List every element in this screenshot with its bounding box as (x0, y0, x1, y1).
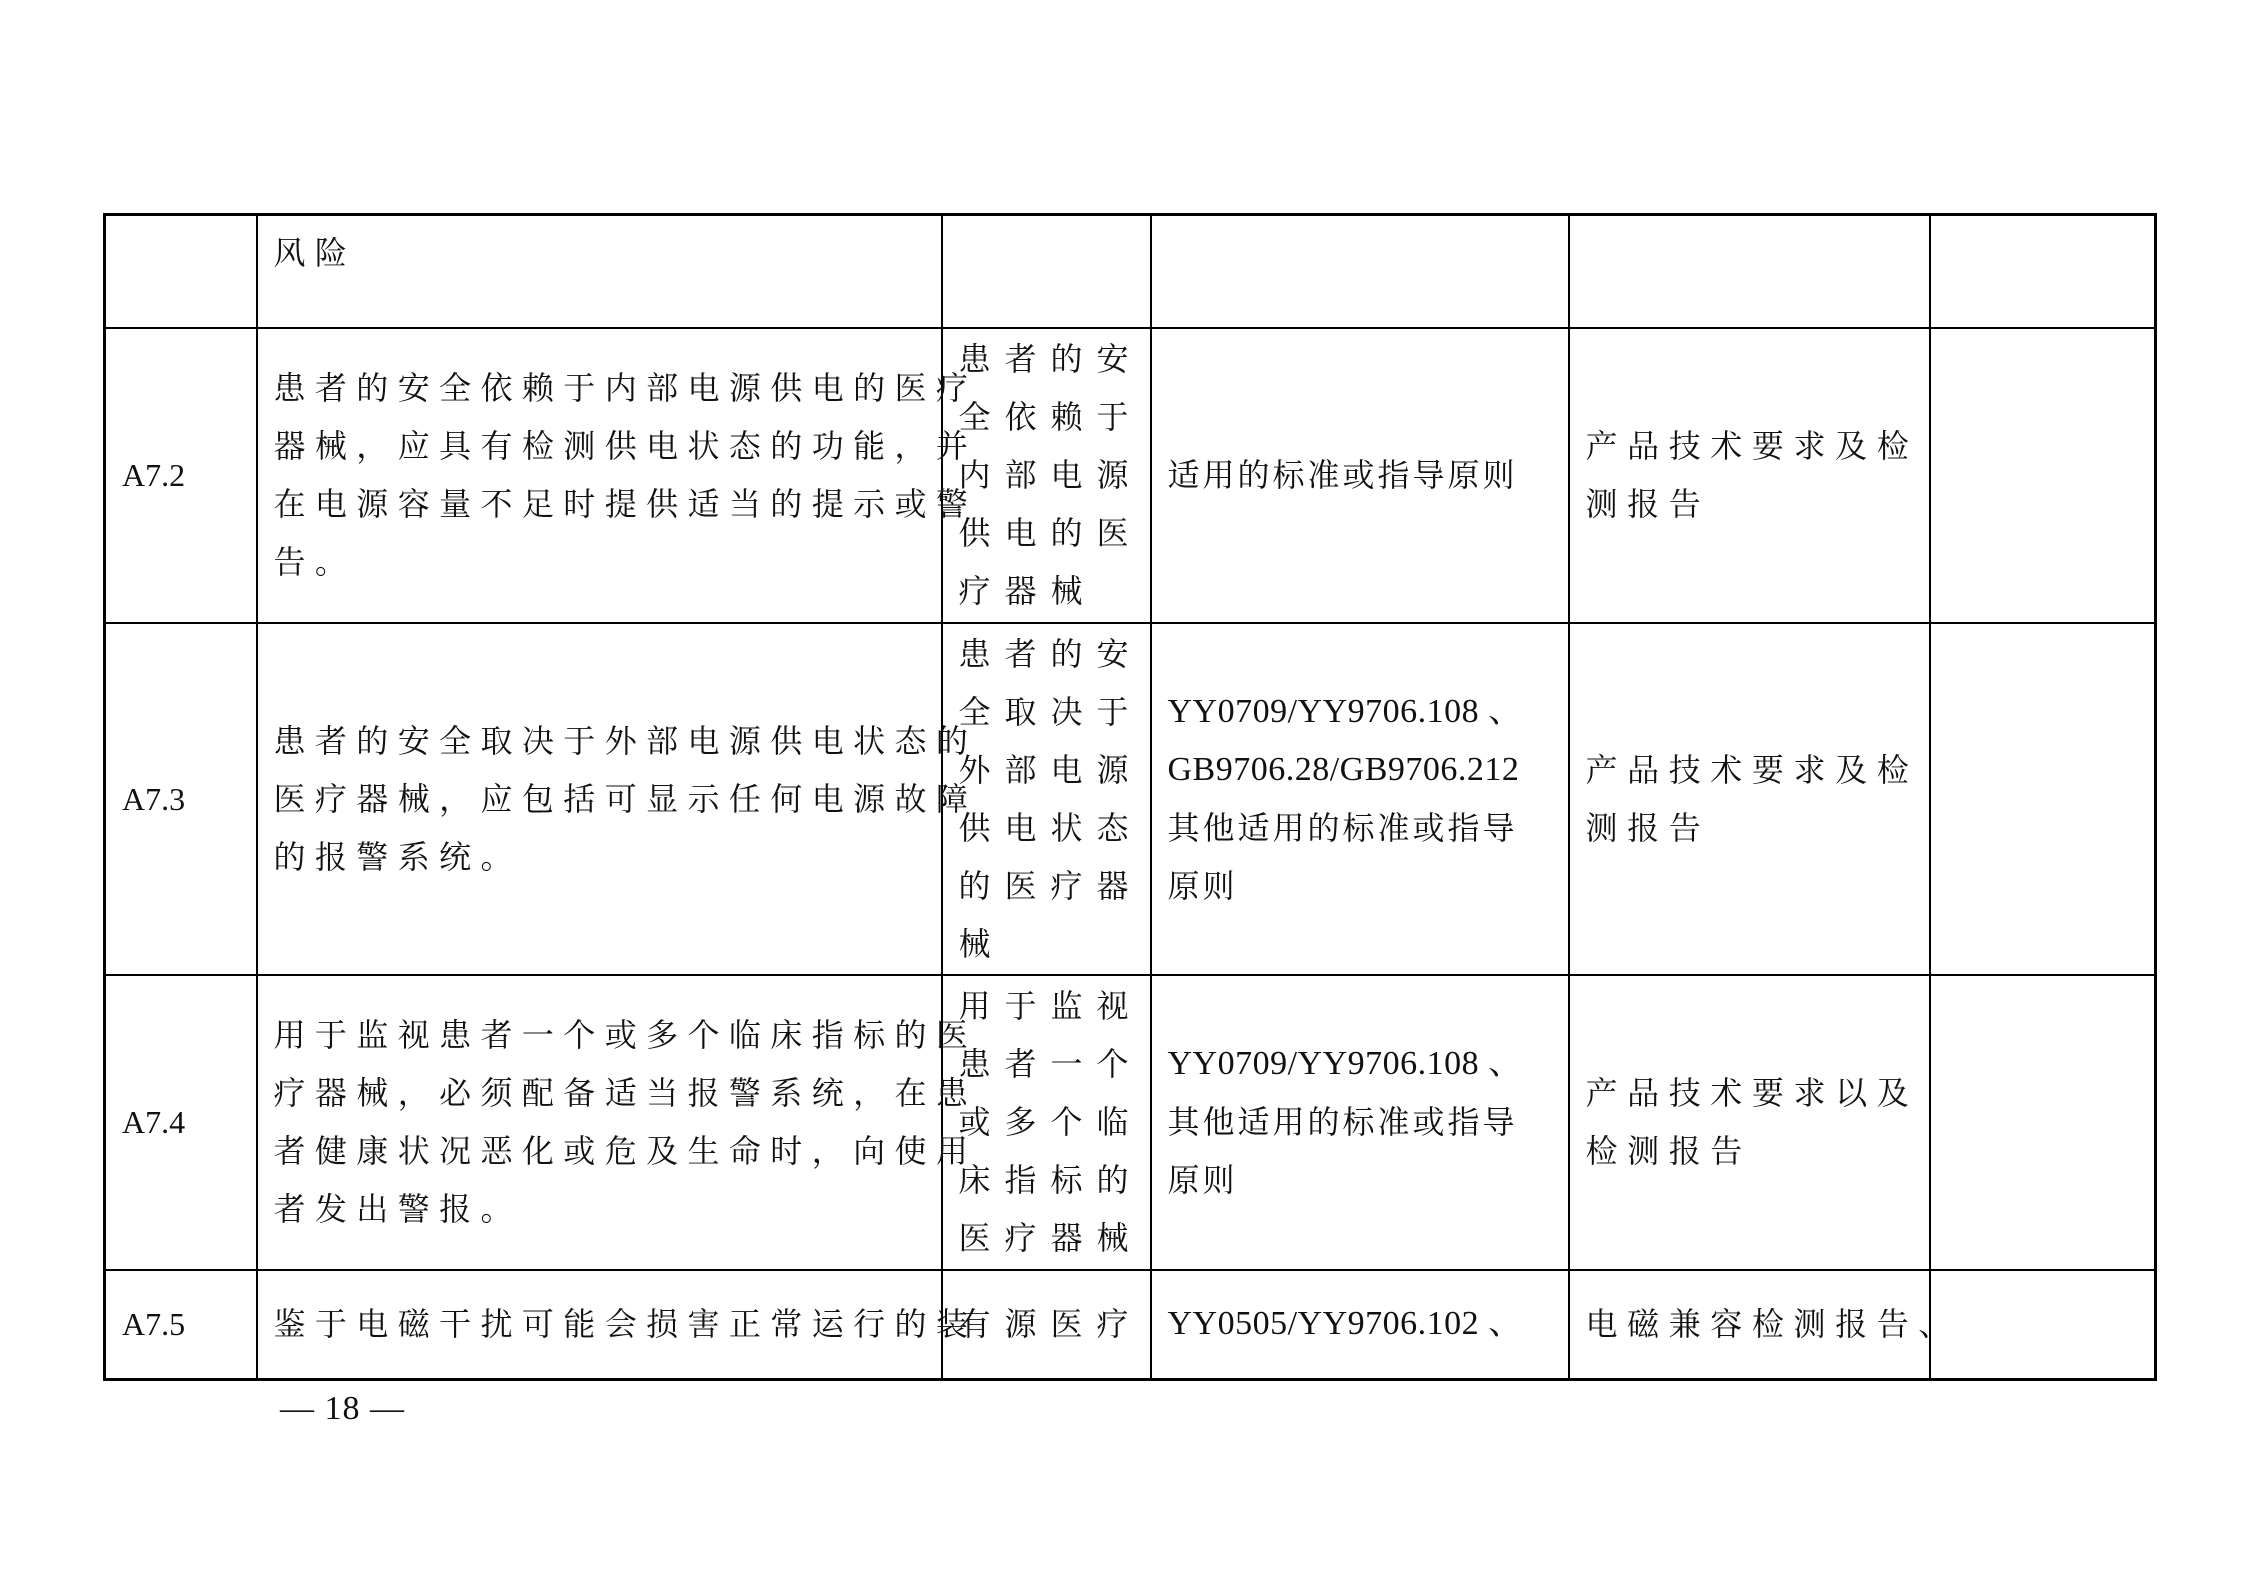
table-row-a7-5 (105, 1270, 2156, 1380)
standards-cell (1151, 623, 1569, 975)
scope-text: 床指标的 (958, 1161, 1143, 1199)
table-row-a7-3 (105, 623, 2156, 975)
scope-text: 疗器械 (958, 572, 1097, 610)
scope-text: 全取决于 (958, 692, 1143, 731)
table-row-continuation (105, 215, 2156, 328)
scope-text: 患者一个 (958, 1045, 1143, 1083)
standards-cell (1151, 328, 1569, 623)
scope-cell (942, 1270, 1151, 1380)
evidence-text: 产品技术要求及检 (1585, 750, 1919, 789)
requirement-text: 疗器械，必须配备适当报警系统，在患 (273, 1074, 978, 1112)
note-cell (1930, 623, 2156, 975)
scope-text: 患者的安 (958, 340, 1143, 378)
evidence-cell (1569, 328, 1930, 623)
note-cell (1930, 215, 2156, 328)
evidence-cell (1569, 1270, 1960, 1380)
standards-cell (1151, 1270, 1569, 1380)
requirement-cell (257, 1270, 978, 1380)
requirement-text: 器械，应具有检测供电状态的功能，并 (273, 427, 978, 465)
standards-code: YY0709/YY9706.108 、 (1167, 692, 1523, 730)
requirement-text: 告。 (273, 543, 357, 581)
page-number: — 18 — (280, 1390, 405, 1427)
standards-text: 其他适用的标准或指导 (1167, 1103, 1518, 1141)
scope-text: 医疗器械 (958, 1219, 1143, 1257)
evidence-text: 检测报告 (1585, 1132, 1752, 1170)
requirement-cell (257, 215, 942, 328)
evidence-text: 电磁兼容检测报告、 (1585, 1305, 1960, 1344)
scope-text: 外部电源 (958, 750, 1143, 789)
standards-text: 原则 (1167, 866, 1238, 905)
note-cell (1930, 328, 2156, 623)
requirement-text: 的报警系统。 (273, 837, 522, 876)
scope-text: 械 (958, 924, 1005, 963)
requirement-cell (257, 623, 978, 975)
standards-text: 原则 (1167, 1161, 1238, 1199)
note-cell (1930, 1270, 2156, 1380)
scope-text: 的医疗器 (958, 866, 1143, 905)
evidence-text: 产品技术要求以及 (1585, 1074, 1919, 1112)
clause-id-cell (105, 215, 257, 328)
requirements-table (103, 213, 2157, 1381)
scope-cell (942, 975, 1151, 1270)
requirement-text: 者发出警报。 (273, 1190, 522, 1228)
standards-code: YY0709/YY9706.108 、 (1167, 1045, 1523, 1082)
note-cell (1930, 975, 2156, 1270)
requirement-text: 用于监视患者一个或多个临床指标的医 (273, 1016, 978, 1054)
standards-cell (1151, 215, 1569, 328)
evidence-cell (1569, 623, 1930, 975)
table-row-a7-4 (105, 975, 2156, 1270)
requirement-text: 患者的安全依赖于内部电源供电的医疗 (273, 369, 978, 407)
standards-cell (1151, 975, 1569, 1270)
scope-text: 全依赖于 (958, 398, 1143, 436)
scope-text: 内部电源 (958, 456, 1143, 494)
requirement-text: 在电源容量不足时提供适当的提示或警 (273, 485, 978, 523)
requirement-cell (257, 975, 978, 1270)
requirement-text: 患者的安全取决于外部电源供电状态的 (273, 721, 978, 760)
standards-code: YY0505/YY9706.102 、 (1167, 1305, 1523, 1343)
evidence-cell (1569, 975, 1930, 1270)
requirement-text: 者健康状况恶化或危及生命时，向使用 (273, 1132, 978, 1170)
evidence-cell (1569, 215, 1930, 328)
requirement-text: 风险 (273, 234, 357, 272)
scope-text: 供电的医 (958, 514, 1143, 552)
scope-text: 有源医疗 (958, 1305, 1143, 1344)
clause-id-cell: A7.2 (105, 328, 257, 623)
requirement-text: 医疗器械，应包括可显示任何电源故障 (273, 779, 978, 818)
scope-text: 供电状态 (958, 808, 1143, 847)
evidence-text: 测报告 (1585, 485, 1711, 523)
standards-text: 适用的标准或指导原则 (1167, 456, 1518, 494)
clause-id-cell: A7.3 (105, 623, 257, 975)
scope-cell (942, 328, 1151, 623)
evidence-text: 产品技术要求及检 (1585, 427, 1919, 465)
standards-code: GB9706.28/GB9706.212 (1167, 750, 1520, 788)
table-row-a7-2 (105, 328, 2156, 623)
requirement-text: 鉴于电磁干扰可能会损害正常运行的装 (273, 1305, 978, 1344)
scope-cell (942, 623, 1151, 975)
scope-text: 或多个临 (958, 1103, 1143, 1141)
scope-text: 用于监视 (958, 987, 1143, 1025)
requirement-cell (257, 328, 978, 623)
clause-id-cell: A7.5 (105, 1270, 257, 1380)
clause-id-cell: A7.4 (105, 975, 257, 1270)
evidence-text: 测报告 (1585, 808, 1711, 847)
scope-text: 患者的安 (958, 634, 1143, 673)
scope-cell (942, 215, 1151, 328)
standards-text: 其他适用的标准或指导 (1167, 808, 1518, 847)
